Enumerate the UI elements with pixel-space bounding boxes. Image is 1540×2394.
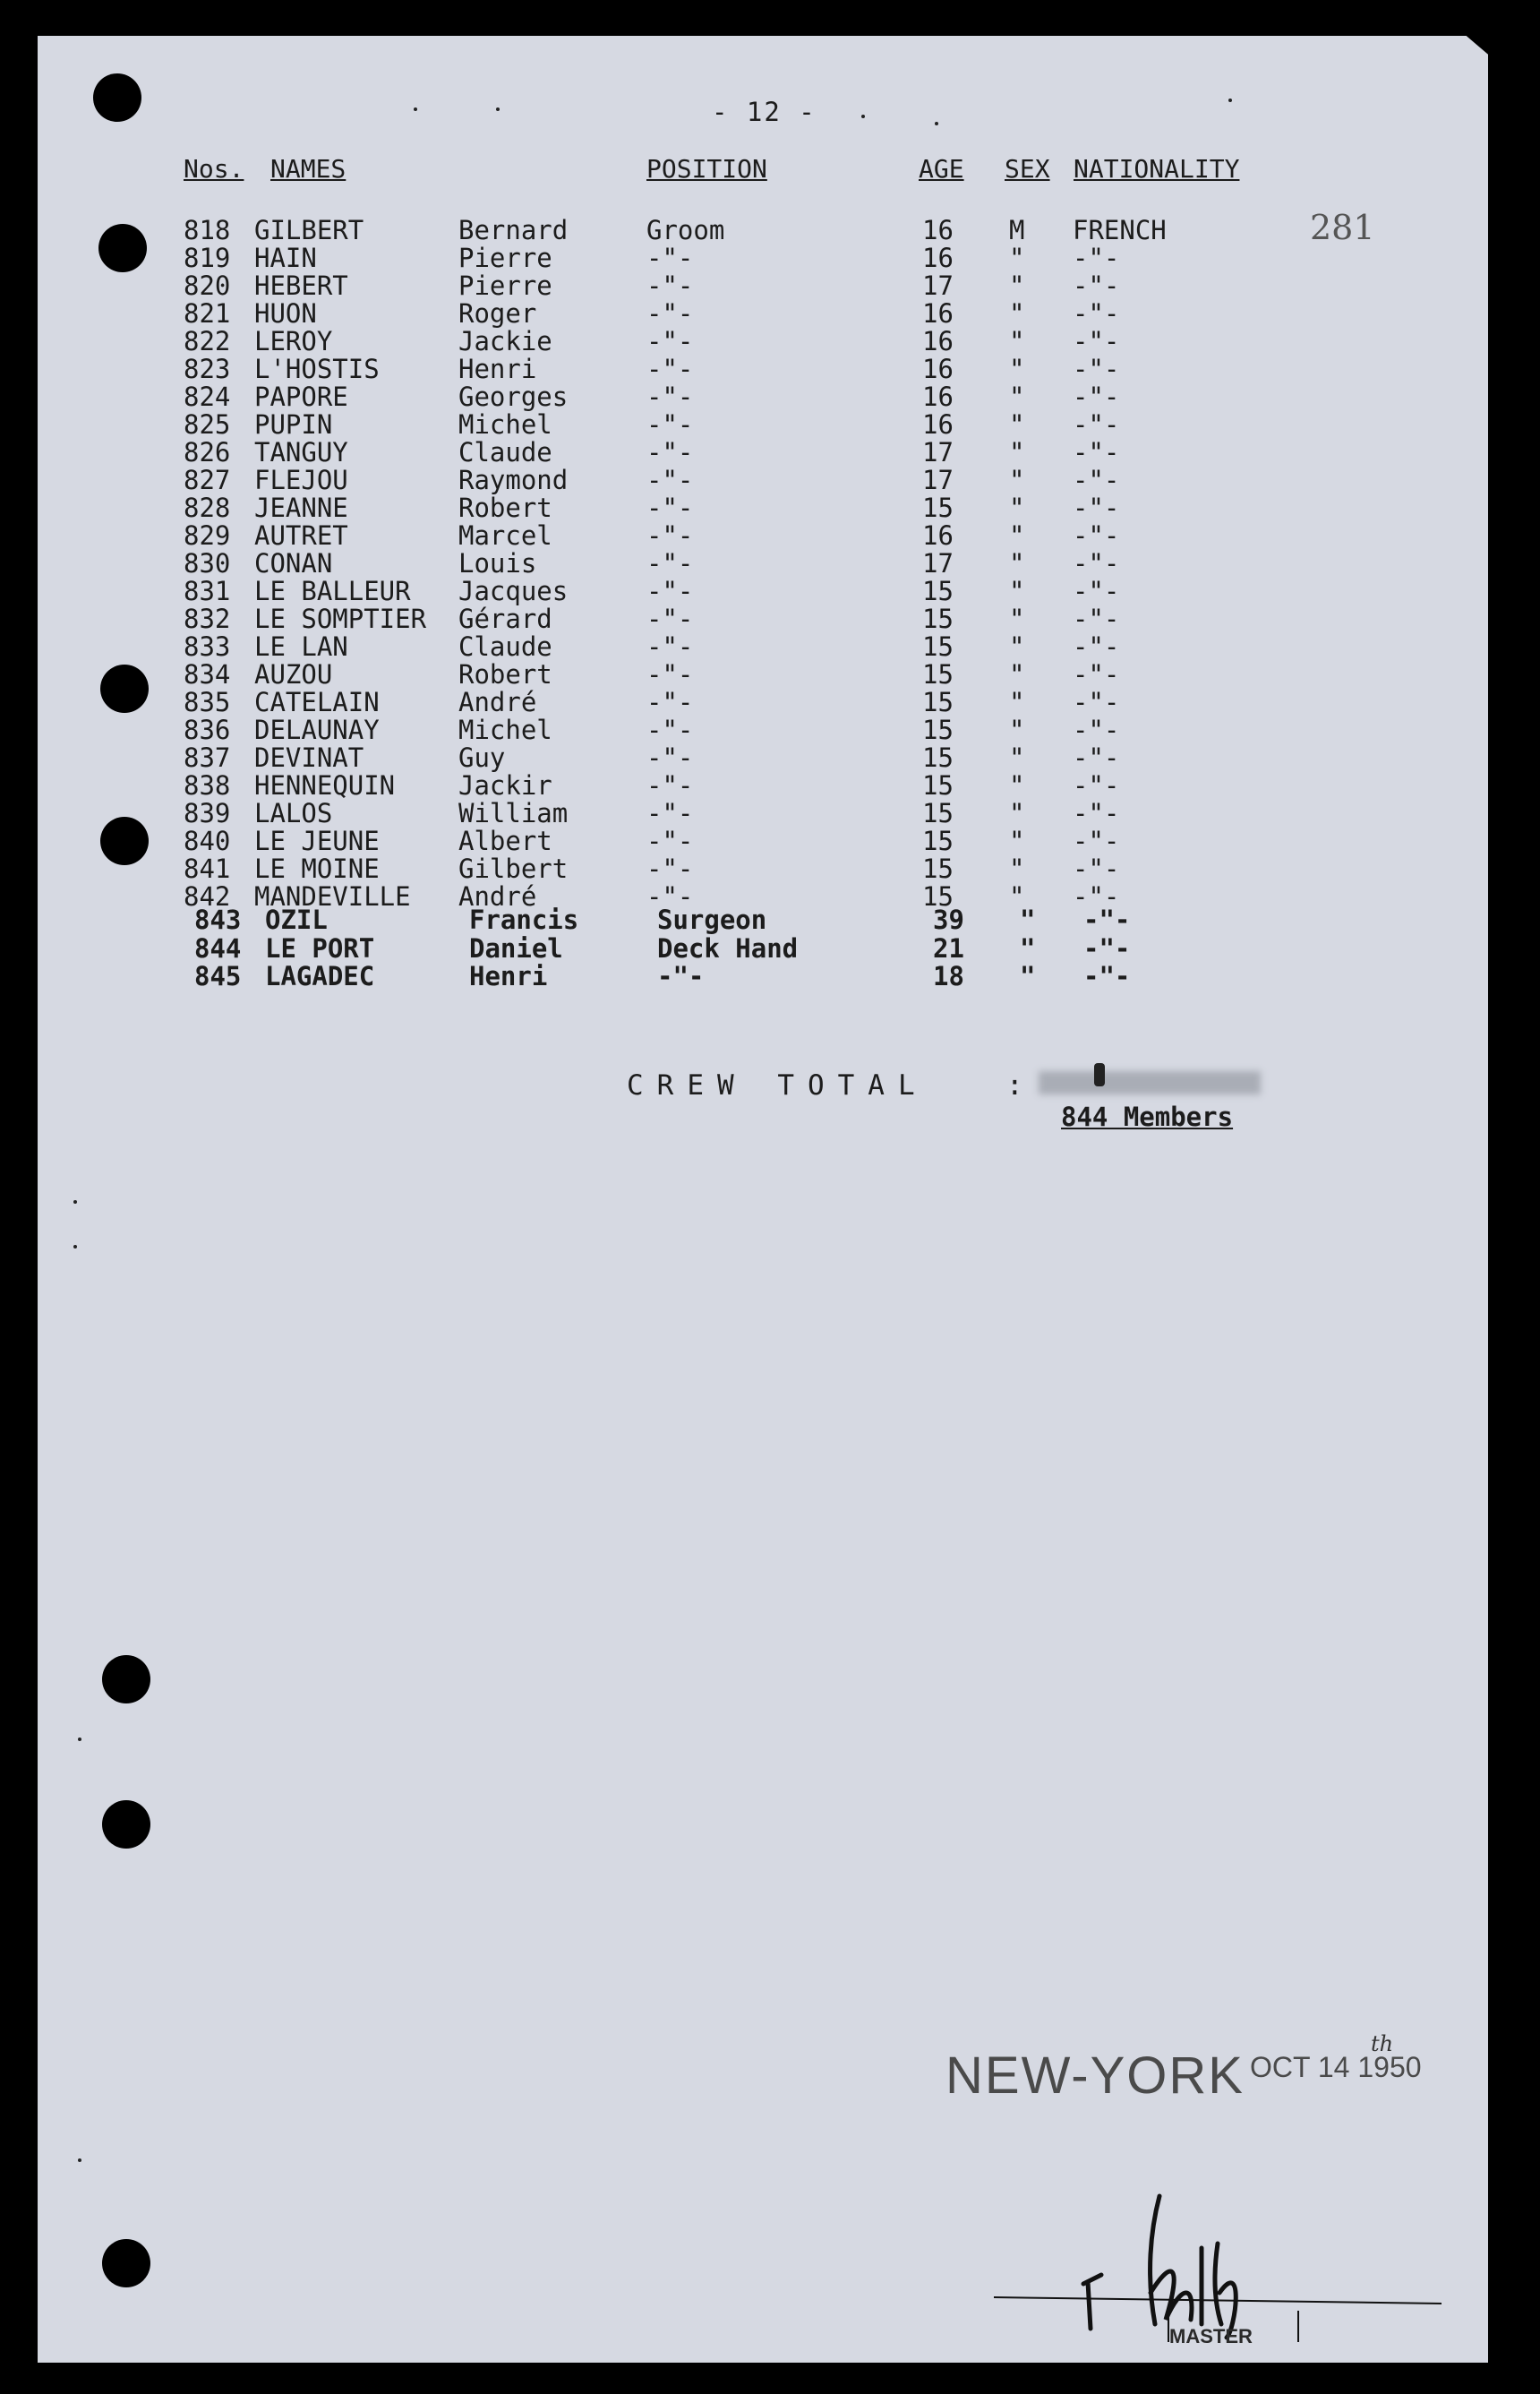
surname-cell: LE BALLEUR — [254, 576, 411, 606]
row-number: 821 — [184, 298, 231, 329]
row-number: 818 — [184, 215, 231, 245]
position-cell: -"- — [646, 576, 694, 606]
row-number: 832 — [184, 604, 231, 634]
position-cell: -"- — [646, 326, 694, 356]
ink-mark — [1094, 1063, 1105, 1086]
position-cell: -"- — [646, 354, 694, 384]
sex-cell: " — [1009, 493, 1025, 523]
table-row — [0, 715, 1522, 745]
table-row — [0, 631, 1522, 662]
position-cell: -"- — [646, 270, 694, 301]
position-cell: Deck Hand — [657, 932, 799, 964]
sex-cell: " — [1009, 770, 1025, 801]
first-name-cell: Roger — [458, 298, 537, 329]
position-cell: -"- — [646, 881, 694, 912]
row-number: 840 — [184, 826, 231, 856]
row-number: 833 — [184, 631, 231, 662]
age-cell: 15 — [922, 659, 954, 690]
row-number: 843 — [194, 905, 242, 935]
nationality-cell: -"- — [1073, 659, 1120, 690]
first-name-cell: Robert — [458, 493, 552, 523]
sex-cell: " — [1009, 631, 1025, 662]
row-number: 820 — [184, 270, 231, 301]
sex-cell: " — [1009, 742, 1025, 773]
position-cell: -"- — [646, 520, 694, 551]
table-row — [0, 742, 1522, 773]
position-cell: -"- — [646, 409, 694, 440]
crew-total-label: CREW TOTAL — [627, 1069, 928, 1102]
date-annotation: th — [1371, 2031, 1394, 2056]
nationality-cell: -"- — [1073, 770, 1120, 801]
row-number: 838 — [184, 770, 231, 801]
position-cell: Groom — [646, 215, 725, 245]
table-row — [0, 493, 1522, 523]
age-cell: 16 — [922, 243, 954, 273]
first-name-cell: Jacques — [458, 576, 569, 606]
surname-cell: DEVINAT — [254, 742, 364, 773]
nationality-cell: -"- — [1073, 631, 1120, 662]
age-cell: 16 — [922, 326, 954, 356]
nationality-cell: -"- — [1073, 326, 1120, 356]
table-row — [0, 659, 1522, 690]
punch-hole — [102, 1655, 150, 1703]
nationality-cell: -"- — [1073, 604, 1120, 634]
surname-cell: JEANNE — [254, 493, 348, 523]
table-row — [0, 687, 1522, 715]
age-cell: 17 — [922, 270, 954, 301]
first-name-cell: Daniel — [469, 932, 563, 964]
nationality-cell: -"- — [1073, 798, 1120, 828]
first-name-cell: Jackie — [458, 326, 552, 356]
first-name-cell: Claude — [458, 437, 552, 468]
surname-cell: HUON — [254, 298, 317, 329]
surname-cell: DELAUNAY — [254, 715, 380, 745]
first-name-cell: Jackir — [458, 770, 552, 801]
nationality-cell: -"- — [1073, 354, 1120, 384]
age-cell: 15 — [922, 604, 954, 634]
age-cell: 39 — [933, 905, 964, 935]
age-cell: 16 — [922, 298, 954, 329]
position-cell: -"- — [646, 854, 694, 884]
position-cell: -"- — [646, 742, 694, 773]
surname-cell: MANDEVILLE — [254, 881, 411, 912]
header-names: NAMES — [270, 154, 346, 184]
header-position: POSITION — [646, 154, 767, 184]
archive-number: 281 — [1310, 208, 1375, 247]
position-cell: -"- — [646, 631, 694, 662]
sex-cell: " — [1009, 382, 1025, 412]
nationality-cell: -"- — [1073, 409, 1120, 440]
sex-cell: " — [1009, 576, 1025, 606]
table-row — [0, 298, 1522, 329]
sex-cell: " — [1009, 826, 1025, 856]
position-cell: -"- — [646, 465, 694, 495]
nationality-cell: -"- — [1073, 520, 1120, 551]
sex-cell: " — [1009, 687, 1025, 717]
row-number: 825 — [184, 409, 231, 440]
sex-cell: " — [1009, 437, 1025, 468]
nationality-cell: -"- — [1073, 382, 1120, 412]
table-row — [0, 243, 1522, 273]
sex-cell: " — [1020, 932, 1036, 964]
surname-cell: TANGUY — [254, 437, 348, 468]
page-number: - 12 - — [712, 97, 817, 127]
surname-cell: LE MOINE — [254, 854, 380, 884]
nationality-cell: -"- — [1083, 905, 1131, 935]
surname-cell: LE LAN — [254, 631, 348, 662]
position-cell: -"- — [646, 604, 694, 634]
row-number: 826 — [184, 437, 231, 468]
sex-cell: " — [1009, 798, 1025, 828]
first-name-cell: Michel — [458, 715, 552, 745]
age-cell: 15 — [922, 854, 954, 884]
table-row — [0, 215, 1522, 243]
first-name-cell: Georges — [458, 382, 569, 412]
nationality-cell: -"- — [1083, 961, 1131, 991]
table-row — [0, 437, 1522, 468]
surname-cell: LE JEUNE — [254, 826, 380, 856]
surname-cell: LEROY — [254, 326, 333, 356]
position-cell: -"- — [646, 770, 694, 801]
surname-cell: HAIN — [254, 243, 317, 273]
table-row — [0, 354, 1522, 382]
nationality-cell: -"- — [1073, 548, 1120, 579]
age-cell: 16 — [922, 382, 954, 412]
nationality-cell: -"- — [1073, 243, 1120, 273]
age-cell: 17 — [922, 548, 954, 579]
sex-cell: " — [1009, 270, 1025, 301]
nationality-cell: FRENCH — [1073, 215, 1167, 245]
position-cell: -"- — [646, 715, 694, 745]
surname-cell: LE SOMPTIER — [254, 604, 427, 634]
nationality-cell: -"- — [1073, 270, 1120, 301]
table-row — [11, 905, 1533, 935]
crew-total-value: 844 Members — [1061, 1102, 1234, 1132]
sex-cell: " — [1009, 520, 1025, 551]
position-cell: -"- — [646, 548, 694, 579]
first-name-cell: William — [458, 798, 569, 828]
row-number: 829 — [184, 520, 231, 551]
sex-cell: " — [1009, 854, 1025, 884]
row-number: 819 — [184, 243, 231, 273]
position-cell: -"- — [646, 826, 694, 856]
first-name-cell: André — [458, 687, 537, 717]
surname-cell: LAGADEC — [265, 961, 375, 991]
surname-cell: CONAN — [254, 548, 333, 579]
first-name-cell: Claude — [458, 631, 552, 662]
surname-cell: OZIL — [265, 905, 328, 935]
age-cell: 15 — [922, 826, 954, 856]
age-cell: 15 — [922, 742, 954, 773]
position-cell: Surgeon — [657, 905, 767, 935]
age-cell: 15 — [922, 576, 954, 606]
age-cell: 15 — [922, 881, 954, 912]
age-cell: 15 — [922, 631, 954, 662]
age-cell: 15 — [922, 493, 954, 523]
first-name-cell: Gérard — [458, 604, 552, 634]
table-row — [0, 465, 1522, 493]
row-number: 822 — [184, 326, 231, 356]
punch-hole — [93, 73, 141, 122]
row-number: 844 — [194, 932, 242, 964]
surname-cell: AUTRET — [254, 520, 348, 551]
stamp-date: OCT 14 1950 — [1250, 2051, 1422, 2083]
first-name-cell: Pierre — [458, 270, 552, 301]
age-cell: 15 — [922, 798, 954, 828]
position-cell: -"- — [646, 382, 694, 412]
nationality-cell: -"- — [1073, 854, 1120, 884]
surname-cell: HENNEQUIN — [254, 770, 396, 801]
first-name-cell: Louis — [458, 548, 537, 579]
surname-cell: LE PORT — [265, 932, 375, 964]
sex-cell: " — [1009, 715, 1025, 745]
sex-cell: " — [1009, 881, 1025, 912]
punch-hole — [102, 2239, 150, 2287]
sex-cell: " — [1009, 409, 1025, 440]
sex-cell: " — [1009, 326, 1025, 356]
first-name-cell: Marcel — [458, 520, 552, 551]
table-row — [0, 382, 1522, 412]
age-cell: 21 — [933, 932, 964, 964]
surname-cell: GILBERT — [254, 215, 364, 245]
table-row — [0, 520, 1522, 551]
first-name-cell: Bernard — [458, 215, 569, 245]
surname-cell: L'HOSTIS — [254, 354, 380, 384]
age-cell: 16 — [922, 409, 954, 440]
nationality-cell: -"- — [1073, 437, 1120, 468]
header-sex: SEX — [1005, 154, 1050, 184]
table-row — [0, 826, 1522, 854]
position-cell: -"- — [646, 659, 694, 690]
first-name-cell: Robert — [458, 659, 552, 690]
surname-cell: PUPIN — [254, 409, 333, 440]
position-cell: -"- — [646, 493, 694, 523]
table-row — [0, 854, 1522, 884]
position-cell: -"- — [646, 798, 694, 828]
nationality-cell: -"- — [1073, 493, 1120, 523]
surname-cell: HEBERT — [254, 270, 348, 301]
row-number: 834 — [184, 659, 231, 690]
age-cell: 15 — [922, 715, 954, 745]
sex-cell: " — [1009, 298, 1025, 329]
punch-hole — [102, 1800, 150, 1849]
sex-cell: " — [1009, 548, 1025, 579]
nationality-cell: -"- — [1073, 298, 1120, 329]
sex-cell: " — [1009, 604, 1025, 634]
sex-cell: " — [1009, 243, 1025, 273]
table-row — [0, 270, 1522, 301]
position-cell: -"- — [646, 243, 694, 273]
sex-cell: " — [1009, 465, 1025, 495]
table-row — [0, 798, 1522, 826]
nationality-cell: -"- — [1083, 932, 1131, 964]
sex-cell: " — [1009, 354, 1025, 384]
position-cell: -"- — [646, 687, 694, 717]
header-age: AGE — [919, 154, 964, 184]
row-number: 837 — [184, 742, 231, 773]
table-row — [11, 932, 1533, 964]
first-name-cell: Michel — [458, 409, 552, 440]
row-number: 827 — [184, 465, 231, 495]
first-name-cell: Francis — [469, 905, 579, 935]
age-cell: 15 — [922, 687, 954, 717]
table-row — [0, 409, 1522, 440]
age-cell: 15 — [922, 770, 954, 801]
surname-cell: FLEJOU — [254, 465, 348, 495]
age-cell: 17 — [922, 437, 954, 468]
row-number: 831 — [184, 576, 231, 606]
first-name-cell: Henri — [458, 354, 537, 384]
age-cell: 16 — [922, 520, 954, 551]
row-number: 835 — [184, 687, 231, 717]
first-name-cell: Guy — [458, 742, 506, 773]
nationality-cell: -"- — [1073, 742, 1120, 773]
first-name-cell: Henri — [469, 961, 548, 991]
crew-total-colon: : — [1006, 1069, 1023, 1102]
age-cell: 16 — [922, 215, 954, 245]
nationality-cell: -"- — [1073, 881, 1120, 912]
nationality-cell: -"- — [1073, 576, 1120, 606]
header-nos: Nos. — [184, 154, 244, 184]
header-nationality: NATIONALITY — [1074, 154, 1240, 184]
nationality-cell: -"- — [1073, 687, 1120, 717]
crossed-out-total — [1039, 1071, 1261, 1094]
row-number: 828 — [184, 493, 231, 523]
table-row — [0, 326, 1522, 354]
age-cell: 17 — [922, 465, 954, 495]
row-number: 830 — [184, 548, 231, 579]
surname-cell: LALOS — [254, 798, 333, 828]
row-number: 845 — [194, 961, 242, 991]
sex-cell: " — [1009, 659, 1025, 690]
age-cell: 16 — [922, 354, 954, 384]
table-row — [0, 604, 1522, 634]
first-name-cell: André — [458, 881, 537, 912]
row-number: 839 — [184, 798, 231, 828]
port-stamp: NEW-YORK — [945, 2046, 1245, 2105]
first-name-cell: Pierre — [458, 243, 552, 273]
master-label: MASTER — [1169, 2325, 1253, 2347]
first-name-cell: Gilbert — [458, 854, 569, 884]
first-name-cell: Albert — [458, 826, 552, 856]
position-cell: -"- — [657, 961, 705, 991]
row-number: 836 — [184, 715, 231, 745]
table-row — [11, 961, 1533, 989]
position-cell: -"- — [646, 298, 694, 329]
row-number: 842 — [184, 881, 231, 912]
table-row — [0, 548, 1522, 579]
table-row — [0, 576, 1522, 604]
nationality-cell: -"- — [1073, 465, 1120, 495]
table-row — [0, 770, 1522, 801]
sex-cell: M — [1009, 215, 1025, 245]
position-cell: -"- — [646, 437, 694, 468]
row-number: 824 — [184, 382, 231, 412]
surname-cell: AUZOU — [254, 659, 333, 690]
row-number: 823 — [184, 354, 231, 384]
row-number: 841 — [184, 854, 231, 884]
sex-cell: " — [1020, 961, 1036, 991]
sex-cell: " — [1020, 905, 1036, 935]
first-name-cell: Raymond — [458, 465, 569, 495]
nationality-cell: -"- — [1073, 826, 1120, 856]
age-cell: 18 — [933, 961, 964, 991]
nationality-cell: -"- — [1073, 715, 1120, 745]
surname-cell: PAPORE — [254, 382, 348, 412]
surname-cell: CATELAIN — [254, 687, 380, 717]
